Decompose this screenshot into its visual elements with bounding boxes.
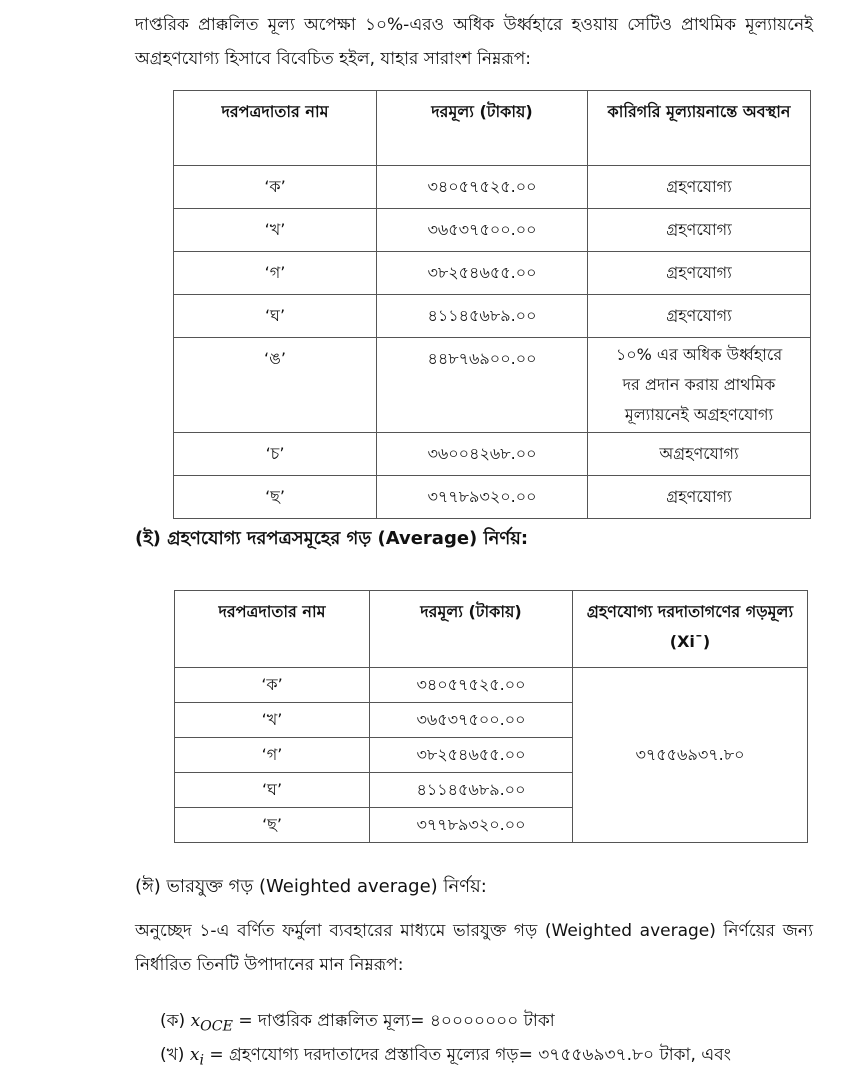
bidder: ‘গ’ (174, 252, 377, 295)
status: গ্রহণযোগ্য (588, 476, 811, 519)
math-sub: i (199, 1052, 204, 1069)
weighted-paragraph: অনুচ্ছেদ ১-এ বর্ণিত ফর্মুলা ব্যবহারের মাধ্যমে ভারযুক্ত গড় (Weighted average) নির্ণয়ের জন্য নির্ধারিত তিনটি উপাদানের মান নিম্নরূপ: (135, 921, 813, 975)
table-header-row (174, 91, 811, 166)
intro-paragraph: দাপ্তরিক প্রাক্কলিত মূল্য অপেক্ষা ১০%-এরও অধিক উর্ধ্বহারে হওয়ায় সেটিও প্রাথমিক মূল্যায়নেই অগ্রহণযোগ্য হিসাবে বিবেচিত হইল, যাহার সারাংশ নিম্নরূপ: (135, 15, 813, 69)
bidder: ‘ছ’ (175, 808, 370, 843)
table-row (174, 252, 811, 295)
header-bidder: দরপত্রদাতার নাম (174, 91, 377, 166)
bidder: ‘চ’ (174, 433, 377, 476)
list-item (160, 1042, 731, 1070)
bidder: ‘ক’ (174, 166, 377, 209)
header-average: গ্রহণযোগ্য দরদাতাগণের গড়মূল্য (Xi¯) (573, 591, 808, 668)
price: ৩৮২৫৪৬৫৫.০০ (370, 738, 573, 773)
table-row (174, 338, 811, 433)
item-text: = গ্রহণযোগ্য দরদাতাদের প্রস্তাবিত মূল্যের গড়= ৩৭৫৫৬৯৩৭.৮০ টাকা, এবং (203, 1045, 732, 1065)
status: গ্রহণযোগ্য (588, 209, 811, 252)
section-heading-weighted: (ঈ) ভারযুক্ত গড় (Weighted average) নির্ণয়: (135, 876, 487, 897)
table-row (174, 476, 811, 519)
price: ৩৪০৫৭৫২৫.০০ (370, 668, 573, 703)
price: ৩৬৫৩৭৫০০.০০ (377, 209, 588, 252)
header-status: কারিগরি মূল্যায়নান্তে অবস্থান (588, 91, 811, 166)
item-label: (খ) (160, 1045, 185, 1065)
evaluation-table (173, 90, 811, 519)
header-bidder: দরপত্রদাতার নাম (175, 591, 370, 668)
price: ৪৪৮৭৬৯০০.০০ (377, 338, 588, 433)
table-header-row (175, 591, 808, 668)
price: ৪১১৪৫৬৮৯.০০ (370, 773, 573, 808)
bidder: ‘ঘ’ (174, 295, 377, 338)
list-item (160, 1008, 555, 1036)
status: ১০% এর অধিক উর্ধ্বহারে দর প্রদান করায় প্রাথমিক মূল্যায়নেই অগ্রহণযোগ্য (588, 338, 811, 433)
math-sub: OCE (200, 1018, 233, 1035)
math-var: x (190, 1011, 201, 1031)
price: ৪১১৪৫৬৮৯.০০ (377, 295, 588, 338)
price: ৩৬৫৩৭৫০০.০০ (370, 703, 573, 738)
table-row (174, 166, 811, 209)
bidder: ‘ঙ’ (174, 338, 377, 433)
bidder: ‘খ’ (175, 703, 370, 738)
bidder: ‘গ’ (175, 738, 370, 773)
bidder: ‘খ’ (174, 209, 377, 252)
status: গ্রহণযোগ্য (588, 166, 811, 209)
price: ৩৬০০৪২৬৮.০০ (377, 433, 588, 476)
average-value: ৩৭৫৫৬৯৩৭.৮০ (573, 668, 808, 843)
table-row (174, 295, 811, 338)
status: অগ্রহণযোগ্য (588, 433, 811, 476)
header-price: দরমূল্য (টাকায়) (370, 591, 573, 668)
section-heading-average: (ই) গ্রহণযোগ্য দরপত্রসমূহের গড় (Average) নির্ণয়: (135, 528, 529, 549)
table-row (175, 668, 808, 703)
math-var: x (189, 1045, 200, 1065)
table-row (174, 433, 811, 476)
price: ৩৮২৫৪৬৫৫.০০ (377, 252, 588, 295)
average-table (174, 590, 808, 843)
bidder: ‘ছ’ (174, 476, 377, 519)
price: ৩৭৭৮৯৩২০.০০ (370, 808, 573, 843)
item-text: = দাপ্তরিক প্রাক্কলিত মূল্য= ৪০০০০০০০ টাকা (232, 1011, 555, 1031)
bidder: ‘ঘ’ (175, 773, 370, 808)
status: গ্রহণযোগ্য (588, 252, 811, 295)
status: গ্রহণযোগ্য (588, 295, 811, 338)
price: ৩৭৭৮৯৩২০.০০ (377, 476, 588, 519)
header-price: দরমূল্য (টাকায়) (377, 91, 588, 166)
price: ৩৪০৫৭৫২৫.০০ (377, 166, 588, 209)
table-row (174, 209, 811, 252)
item-label: (ক) (160, 1011, 186, 1031)
bidder: ‘ক’ (175, 668, 370, 703)
